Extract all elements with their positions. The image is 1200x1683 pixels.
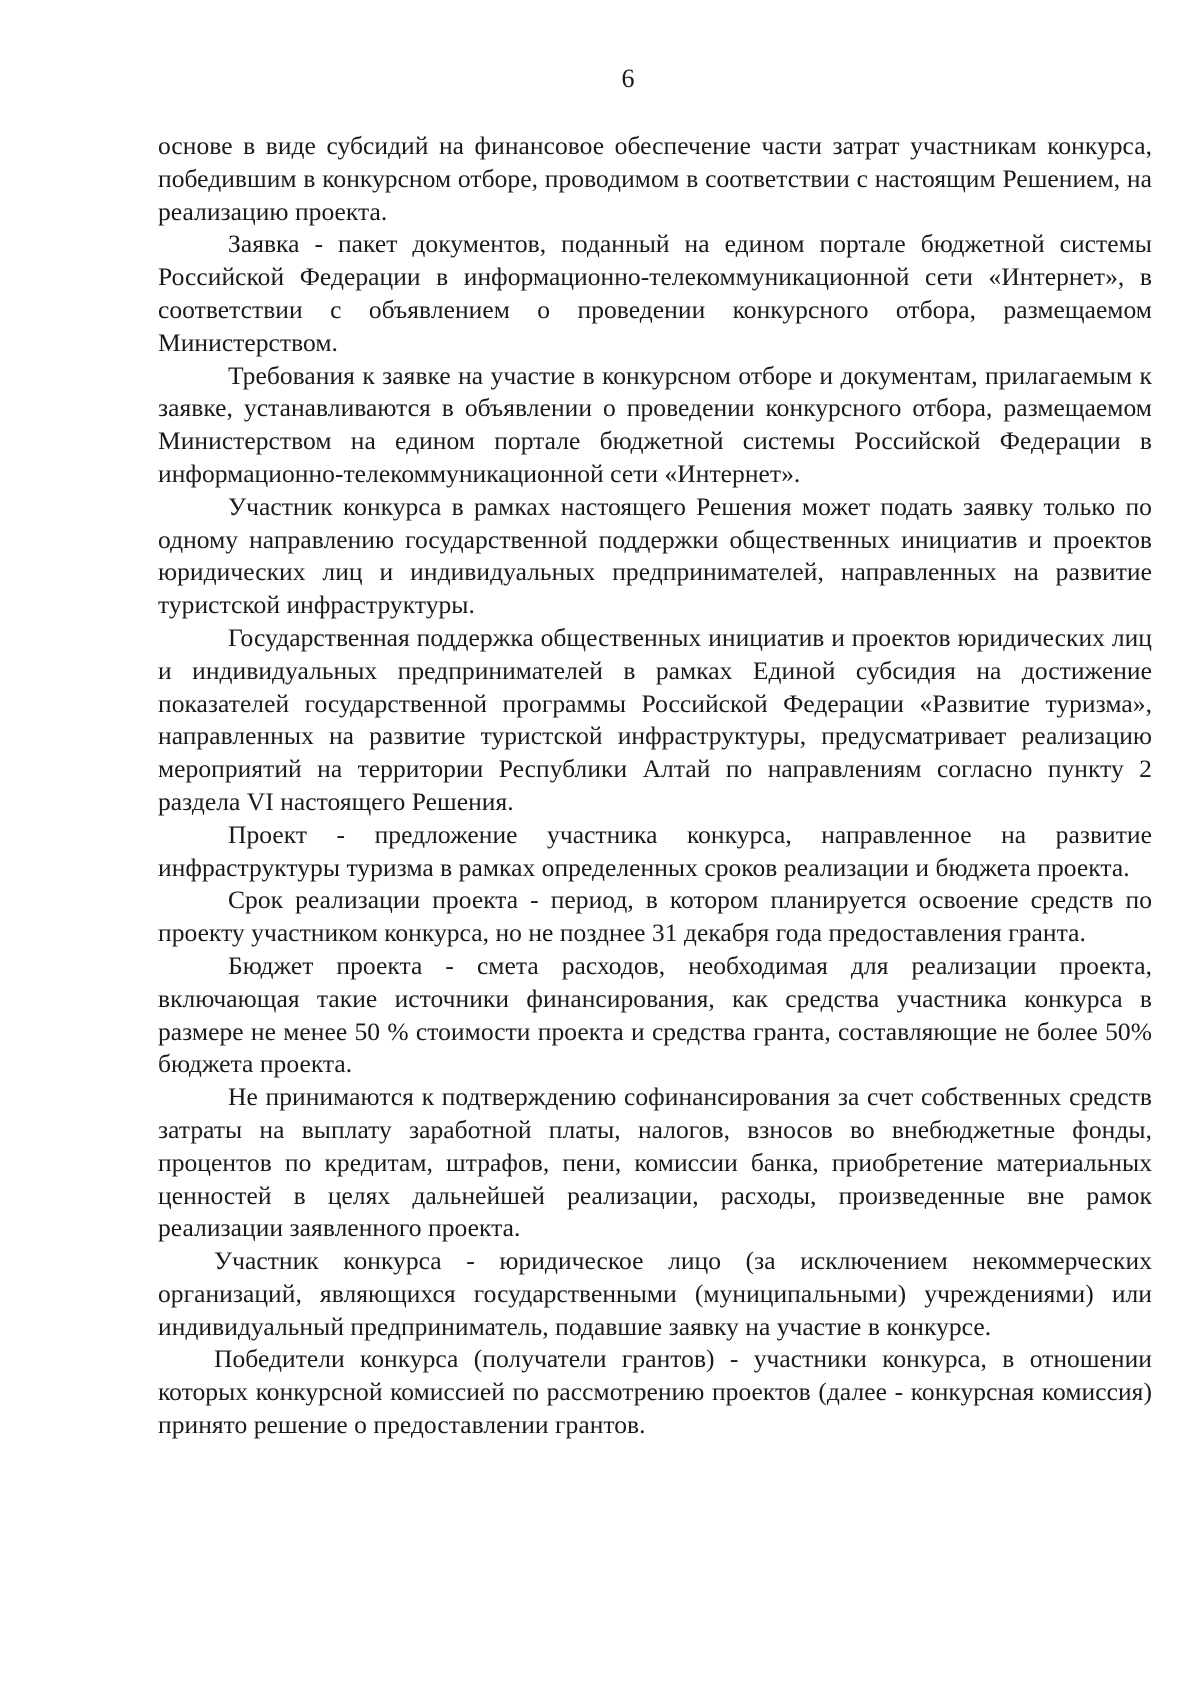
paragraph-cofinancing-exclusions: Не принимаются к подтверждению софинансирования за счет собственных средств затраты на выплату заработной платы, налогов, взносов во внебюджетные фонды, процентов по кредитам, штрафов, пени, комиссии банка, приобретение материальных ценностей в целях дальнейшей реализации, расходы, произведенные вне рамок реализации заявленного проекта. [158,1082,1152,1243]
paragraph-state-support: Государственная поддержка общественных инициатив и проектов юридических лиц и индивидуальных предпринимателей в рамках Единой субсидия на достижение показателей государственной программы Российской Федерации «Развитие туризма», направленных на развитие туристской инфраструктуры, предусматривает реализацию мероприятий на территории Республики Алтай по направлениям согласно пункту 2 раздела VI настоящего Решения. [158,622,1152,816]
paragraph-single-direction: Участник конкурса в рамках настоящего Решения может подать заявку только по одному направлению государственной поддержки общественных инициатив и проектов юридических лиц и индивидуальных предпринимателей, направленных на развитие туристской инфраструктуры. [158,491,1152,620]
paragraph-project-period: Срок реализации проекта - период, в котором планируется освоение средств по проекту участником конкурса, но не позднее 31 декабря года предоставления гранта. [158,885,1152,948]
page-number: 6 [621,64,635,93]
document-body [158,130,1152,1442]
paragraph-participant-definition: Участник конкурса - юридическое лицо (за исключением некоммерческих организаций, являющихся государственными (муниципальными) учреждениями) или индивидуальный предприниматель, подавшие заявку на участие в конкурсе. [158,1246,1152,1341]
paragraph-continuation: основе в виде субсидий на финансовое обеспечение части затрат участникам конкурса, победившим в конкурсном отборе, проводимом в соответствии с настоящим Решением, на реализацию проекта. [158,131,1152,226]
paragraph-project-budget: Бюджет проекта - смета расходов, необходимая для реализации проекта, включающая такие источники финансирования, как средства участника конкурса в размере не менее 50 % стоимости проекта и средства гранта, составляющие не более 50% бюджета проекта. [158,950,1152,1079]
paragraph-winners-definition: Победители конкурса (получатели грантов) - участники конкурса, в отношении которых конкурсной комиссией по рассмотрению проектов (далее - конкурсная комиссия) принято решение о предоставлении грантов. [158,1344,1152,1440]
paragraph-application-requirements: Требования к заявке на участие в конкурсном отборе и документам, прилагаемым к заявке, устанавливаются в объявлении о проведении конкурсного отбора, размещаемом Министерством на едином портале бюджетной системы Российской Федерации в информационно-телекоммуникационной сети «Интернет». [158,360,1152,488]
paragraph-application-definition: Заявка - пакет документов, поданный на едином портале бюджетной системы Российской Федерации в информационно-телекоммуникационной сети «Интернет», в соответствии с объявлением о проведении конкурсного отбора, размещаемом Министерством. [158,229,1152,357]
paragraph-project-definition: Проект - предложение участника конкурса, направленное на развитие инфраструктуры туризма в рамках определенных сроков реализации и бюджета проекта. [158,819,1152,882]
